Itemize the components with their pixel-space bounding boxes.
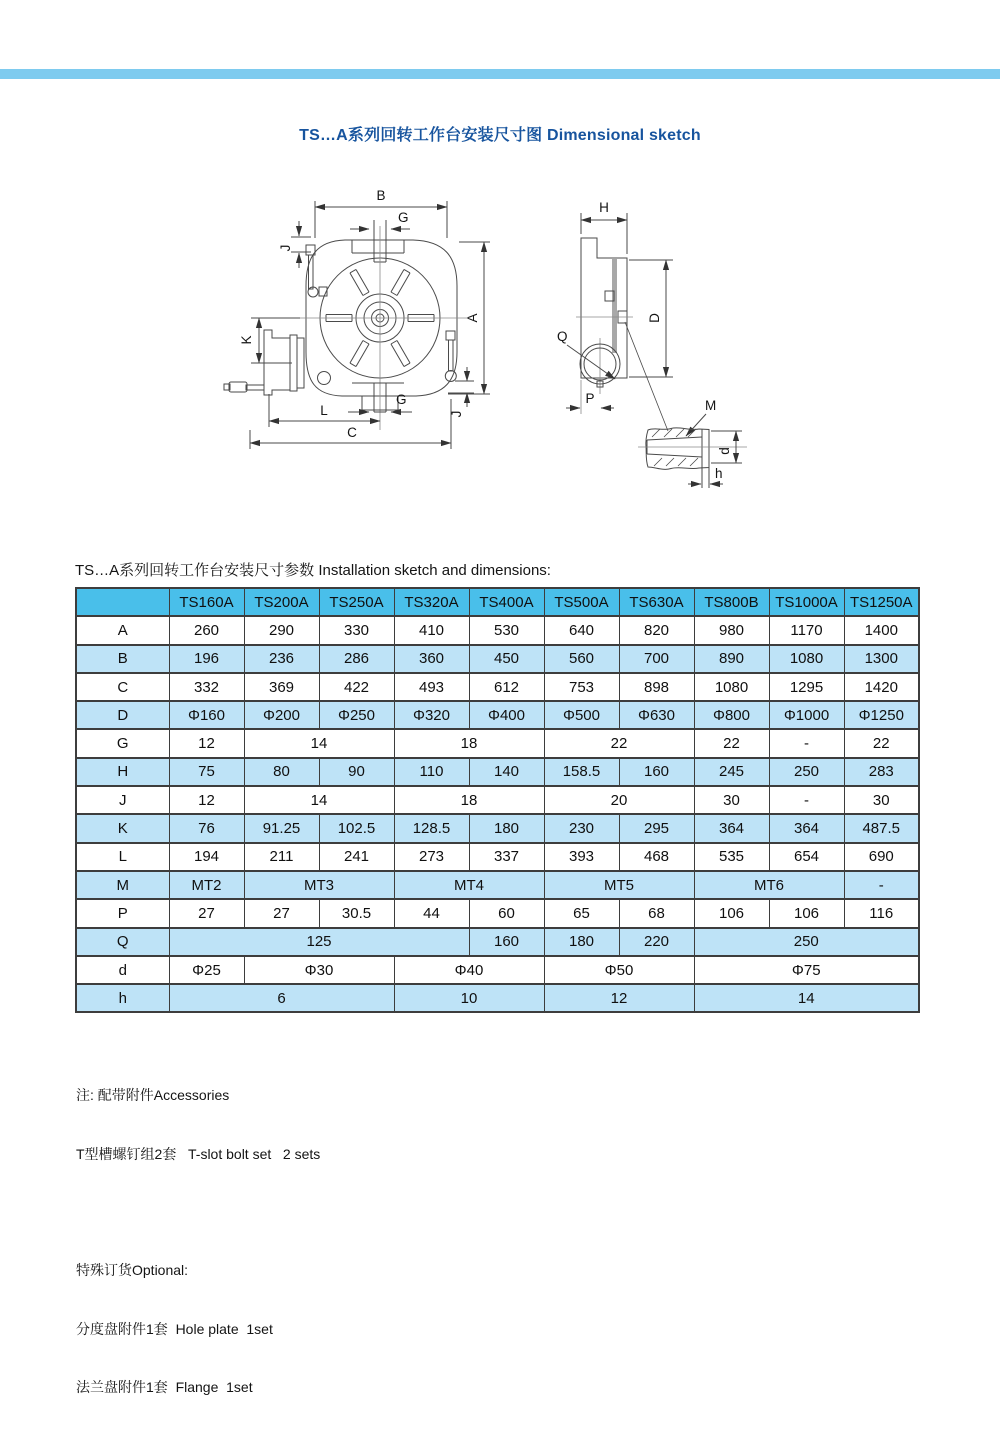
table-cell: 260 bbox=[169, 616, 244, 644]
table-cell: 332 bbox=[169, 673, 244, 701]
table-cell: 700 bbox=[619, 645, 694, 673]
table-cell: 30 bbox=[844, 786, 919, 814]
table-cell: Φ250 bbox=[319, 701, 394, 729]
dim-label-B: B bbox=[376, 188, 386, 203]
table-cell: 76 bbox=[169, 814, 244, 842]
table-row bbox=[76, 786, 919, 814]
table-cell: 487.5 bbox=[844, 814, 919, 842]
table-cell: 1080 bbox=[694, 673, 769, 701]
table-corner-cell bbox=[76, 588, 169, 616]
dim-label-P: P bbox=[585, 391, 595, 406]
column-header: TS250A bbox=[319, 588, 394, 616]
table-cell: 753 bbox=[544, 673, 619, 701]
table-cell: 116 bbox=[844, 899, 919, 927]
note-accessories-item: T型槽螺钉组2套 T-slot bolt set 2 sets bbox=[76, 1145, 321, 1162]
dim-label-K: K bbox=[239, 335, 254, 345]
table-row bbox=[76, 899, 919, 927]
table-head bbox=[76, 588, 919, 616]
table-cell: - bbox=[769, 786, 844, 814]
table-row bbox=[76, 928, 919, 956]
table-cell: 898 bbox=[619, 673, 694, 701]
table-cell: 535 bbox=[694, 843, 769, 871]
table-cell: MT3 bbox=[244, 871, 394, 899]
row-label: G bbox=[76, 729, 169, 757]
table-cell: MT4 bbox=[394, 871, 544, 899]
table-cell: 90 bbox=[319, 758, 394, 786]
table-row bbox=[76, 843, 919, 871]
table-header-row bbox=[76, 588, 919, 616]
page-title: TS…A系列回转工作台安装尺寸图 Dimensional sketch bbox=[299, 127, 701, 144]
row-label: L bbox=[76, 843, 169, 871]
row-label: H bbox=[76, 758, 169, 786]
table-caption: TS…A系列回转工作台安装尺寸参数 Installation sketch and dimensions: bbox=[75, 562, 551, 579]
table-cell: 30.5 bbox=[319, 899, 394, 927]
table-cell: Φ630 bbox=[619, 701, 694, 729]
dim-label-h: h bbox=[715, 466, 723, 481]
table-cell: 1080 bbox=[769, 645, 844, 673]
dim-label-L: L bbox=[320, 403, 328, 418]
table-cell: 1420 bbox=[844, 673, 919, 701]
column-header: TS200A bbox=[244, 588, 319, 616]
dim-label-D: D bbox=[647, 313, 662, 323]
dimensional-sketch bbox=[215, 185, 765, 495]
row-label: K bbox=[76, 814, 169, 842]
table-cell: 337 bbox=[469, 843, 544, 871]
table-cell: MT5 bbox=[544, 871, 694, 899]
table-cell: 236 bbox=[244, 645, 319, 673]
table-cell: - bbox=[844, 871, 919, 899]
dim-label-M: M bbox=[705, 398, 717, 413]
table-cell: 690 bbox=[844, 843, 919, 871]
table-cell: 393 bbox=[544, 843, 619, 871]
table-cell: 196 bbox=[169, 645, 244, 673]
table-cell: 468 bbox=[619, 843, 694, 871]
table-cell: 422 bbox=[319, 673, 394, 701]
column-header: TS1000A bbox=[769, 588, 844, 616]
table-cell: 22 bbox=[844, 729, 919, 757]
table-body bbox=[76, 616, 919, 1012]
table-cell: 60 bbox=[469, 899, 544, 927]
table-cell: 125 bbox=[169, 928, 469, 956]
table-row bbox=[76, 871, 919, 899]
column-header: TS320A bbox=[394, 588, 469, 616]
table-cell: 493 bbox=[394, 673, 469, 701]
dimensions-table bbox=[75, 587, 920, 1013]
table-cell: 22 bbox=[694, 729, 769, 757]
table-cell: 890 bbox=[694, 645, 769, 673]
table-cell: Φ500 bbox=[544, 701, 619, 729]
note-optional-title: 特殊订货Optional: bbox=[76, 1262, 189, 1278]
table-cell: 12 bbox=[169, 729, 244, 757]
table-cell: 160 bbox=[619, 758, 694, 786]
table-cell: 65 bbox=[544, 899, 619, 927]
table-cell: 30 bbox=[694, 786, 769, 814]
table-row bbox=[76, 956, 919, 984]
table-cell: 160 bbox=[469, 928, 544, 956]
table-cell: 18 bbox=[394, 729, 544, 757]
table-cell: 1300 bbox=[844, 645, 919, 673]
table-cell: 250 bbox=[694, 928, 919, 956]
table-cell: 14 bbox=[244, 729, 394, 757]
column-header: TS160A bbox=[169, 588, 244, 616]
table-cell: 230 bbox=[544, 814, 619, 842]
table-cell: 68 bbox=[619, 899, 694, 927]
table-cell: 283 bbox=[844, 758, 919, 786]
notes-block bbox=[76, 1047, 320, 1437]
column-header: TS630A bbox=[619, 588, 694, 616]
column-header: TS500A bbox=[544, 588, 619, 616]
row-label: M bbox=[76, 871, 169, 899]
table-cell: Φ30 bbox=[244, 956, 394, 984]
table-cell: 1170 bbox=[769, 616, 844, 644]
row-label: J bbox=[76, 786, 169, 814]
table-cell: 80 bbox=[244, 758, 319, 786]
table-cell: Φ320 bbox=[394, 701, 469, 729]
table-row bbox=[76, 729, 919, 757]
dim-label-C: C bbox=[347, 425, 357, 440]
note-accessories-title: 注: 配带附件Accessories bbox=[76, 1087, 230, 1103]
table-cell: Φ75 bbox=[694, 956, 919, 984]
table-cell: 20 bbox=[544, 786, 694, 814]
table-cell: 6 bbox=[169, 984, 394, 1012]
table-cell: Φ400 bbox=[469, 701, 544, 729]
table-cell: MT6 bbox=[694, 871, 844, 899]
note-optional-item-hole-plate: 分度盘附件1套 Hole plate 1set bbox=[76, 1320, 273, 1337]
table-cell: 22 bbox=[544, 729, 694, 757]
table-row bbox=[76, 701, 919, 729]
table-row bbox=[76, 758, 919, 786]
table-cell: 106 bbox=[694, 899, 769, 927]
column-header: TS800B bbox=[694, 588, 769, 616]
table-cell: 91.25 bbox=[244, 814, 319, 842]
table-cell: 44 bbox=[394, 899, 469, 927]
note-optional-item-flange: 法兰盘附件1套 Flange 1set bbox=[76, 1379, 253, 1395]
table-cell: 180 bbox=[544, 928, 619, 956]
table-cell: 1400 bbox=[844, 616, 919, 644]
table-cell: Φ1000 bbox=[769, 701, 844, 729]
dim-label-H: H bbox=[599, 200, 609, 215]
table-cell: 364 bbox=[769, 814, 844, 842]
dim-label-J-top: J bbox=[278, 244, 293, 252]
dim-label-G-top: G bbox=[398, 210, 409, 225]
table-cell: 530 bbox=[469, 616, 544, 644]
table-cell: 128.5 bbox=[394, 814, 469, 842]
table-cell: 14 bbox=[244, 786, 394, 814]
table-cell: 75 bbox=[169, 758, 244, 786]
row-label: C bbox=[76, 673, 169, 701]
table-cell: 360 bbox=[394, 645, 469, 673]
row-label: P bbox=[76, 899, 169, 927]
row-label: Q bbox=[76, 928, 169, 956]
table-cell: Φ1250 bbox=[844, 701, 919, 729]
table-cell: 980 bbox=[694, 616, 769, 644]
table-cell: 106 bbox=[769, 899, 844, 927]
table-cell: 369 bbox=[244, 673, 319, 701]
table-cell: 211 bbox=[244, 843, 319, 871]
table-cell: 12 bbox=[169, 786, 244, 814]
table-cell: MT2 bbox=[169, 871, 244, 899]
table-cell: 140 bbox=[469, 758, 544, 786]
side-view bbox=[557, 200, 716, 436]
table-cell: 450 bbox=[469, 645, 544, 673]
notes-spacer bbox=[76, 1203, 320, 1222]
row-label: A bbox=[76, 616, 169, 644]
table-cell: 180 bbox=[469, 814, 544, 842]
dim-label-G-bottom: G bbox=[396, 392, 407, 407]
top-accent-bar bbox=[0, 69, 1000, 79]
column-header: TS400A bbox=[469, 588, 544, 616]
dim-label-J-bottom: J bbox=[449, 410, 464, 418]
table-cell: 295 bbox=[619, 814, 694, 842]
table-cell: 241 bbox=[319, 843, 394, 871]
column-header: TS1250A bbox=[844, 588, 919, 616]
table-cell: 220 bbox=[619, 928, 694, 956]
table-cell: 12 bbox=[544, 984, 694, 1012]
table-cell: 194 bbox=[169, 843, 244, 871]
table-cell: 330 bbox=[319, 616, 394, 644]
taper-detail bbox=[638, 428, 747, 488]
table-cell: - bbox=[769, 729, 844, 757]
table-cell: 820 bbox=[619, 616, 694, 644]
table-cell: 612 bbox=[469, 673, 544, 701]
front-view bbox=[224, 188, 490, 449]
table-cell: 27 bbox=[244, 899, 319, 927]
table-cell: Φ200 bbox=[244, 701, 319, 729]
table-row bbox=[76, 814, 919, 842]
row-label: h bbox=[76, 984, 169, 1012]
table-cell: 560 bbox=[544, 645, 619, 673]
dim-label-A: A bbox=[465, 313, 480, 323]
table-cell: 654 bbox=[769, 843, 844, 871]
table-row bbox=[76, 616, 919, 644]
row-label: d bbox=[76, 956, 169, 984]
table-cell: 18 bbox=[394, 786, 544, 814]
row-label: B bbox=[76, 645, 169, 673]
table-cell: 245 bbox=[694, 758, 769, 786]
table-cell: Φ50 bbox=[544, 956, 694, 984]
table-cell: Φ40 bbox=[394, 956, 544, 984]
table-cell: 273 bbox=[394, 843, 469, 871]
table-cell: Φ800 bbox=[694, 701, 769, 729]
table-cell: Φ160 bbox=[169, 701, 244, 729]
table-row bbox=[76, 984, 919, 1012]
table-cell: 364 bbox=[694, 814, 769, 842]
table-row bbox=[76, 673, 919, 701]
table-cell: Φ25 bbox=[169, 956, 244, 984]
dim-label-d: d bbox=[717, 447, 732, 455]
table-cell: 1295 bbox=[769, 673, 844, 701]
table-row bbox=[76, 645, 919, 673]
dim-label-Q: Q bbox=[557, 329, 568, 344]
table-cell: 102.5 bbox=[319, 814, 394, 842]
table-cell: 27 bbox=[169, 899, 244, 927]
table-cell: 410 bbox=[394, 616, 469, 644]
table-cell: 640 bbox=[544, 616, 619, 644]
table-cell: 14 bbox=[694, 984, 919, 1012]
table-cell: 10 bbox=[394, 984, 544, 1012]
table-cell: 250 bbox=[769, 758, 844, 786]
row-label: D bbox=[76, 701, 169, 729]
table-cell: 290 bbox=[244, 616, 319, 644]
table-cell: 158.5 bbox=[544, 758, 619, 786]
table-cell: 286 bbox=[319, 645, 394, 673]
table-cell: 110 bbox=[394, 758, 469, 786]
